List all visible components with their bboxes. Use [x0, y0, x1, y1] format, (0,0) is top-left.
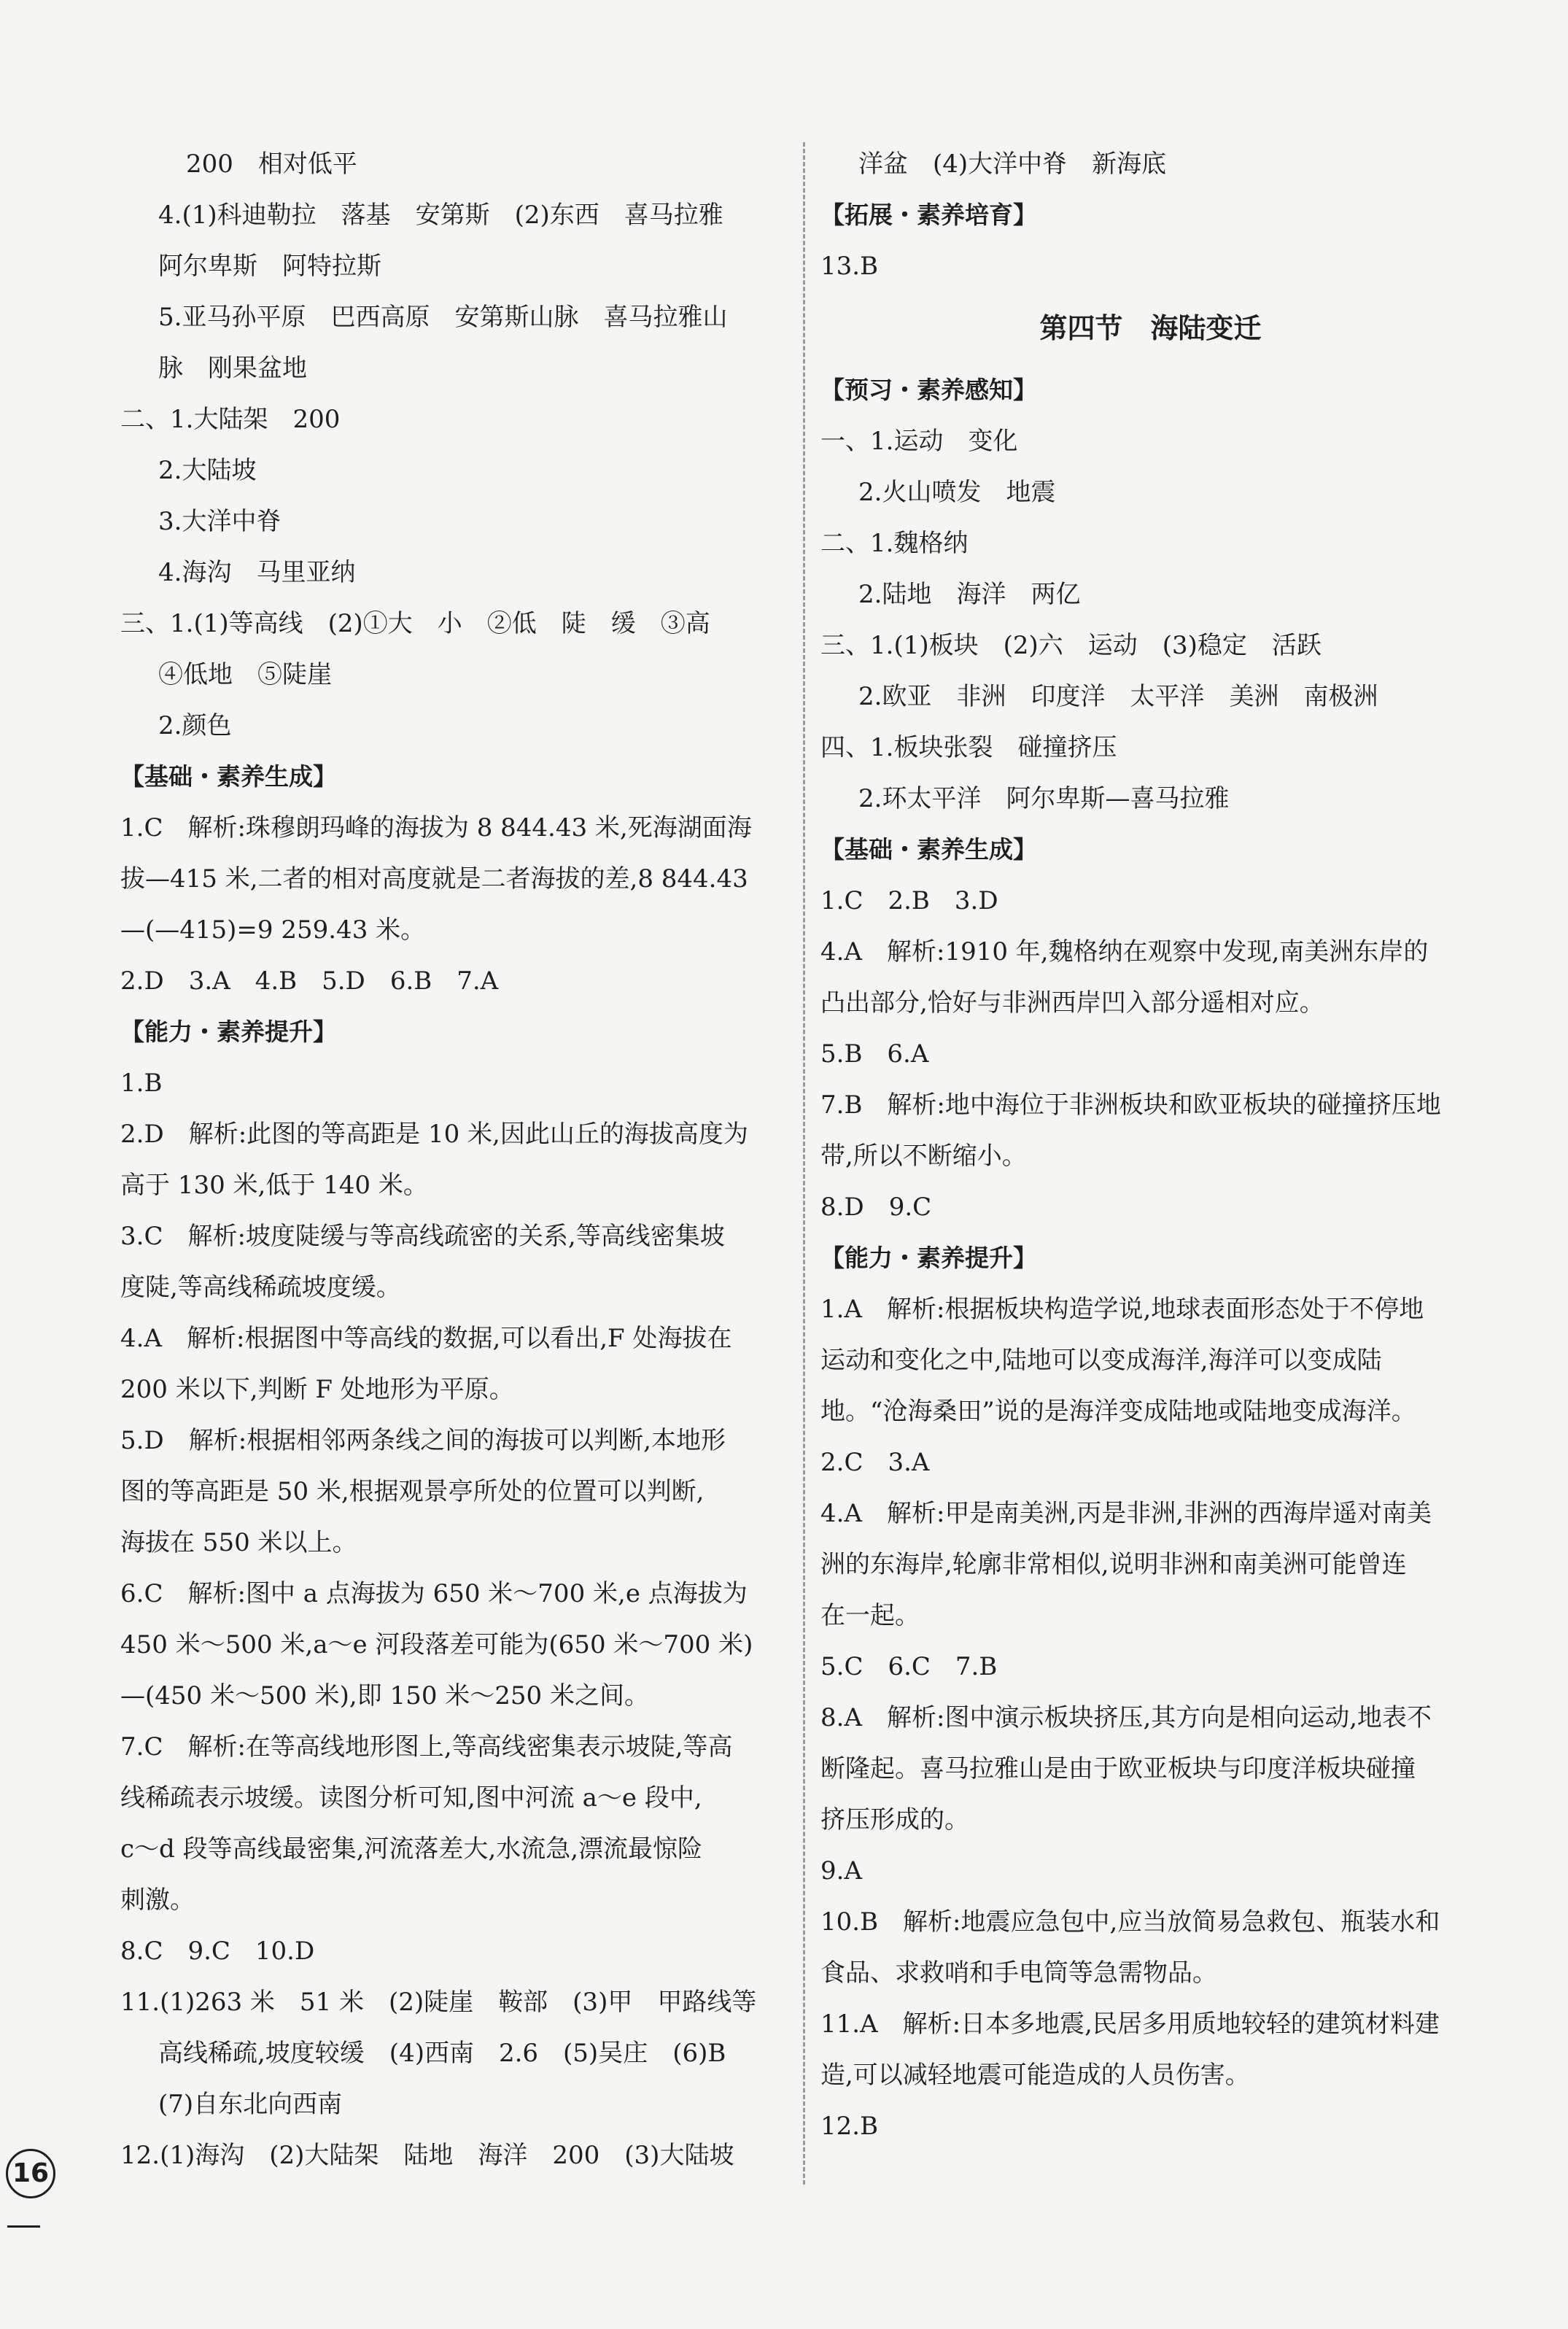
text-line: 2.欧亚 非洲 印度洋 太平洋 美洲 南极洲 [858, 682, 1378, 711]
section-heading: 【基础・素养生成】 [120, 762, 337, 791]
text-line: 4.海沟 马里亚纳 [158, 558, 356, 587]
text-line: 200 米以下,判断 F 处地形为平原。 [120, 1375, 514, 1404]
text-line: 线稀疏表示坡缓。读图分析可知,图中河流 a～e 段中, [120, 1783, 702, 1813]
text-line: 地。“沧海桑田”说的是海洋变成陆地或陆地变成海洋。 [820, 1397, 1416, 1426]
text-line: 图的等高距是 50 米,根据观景亭所处的位置可以判断, [120, 1477, 705, 1506]
text-line: 4.A 解析:甲是南美洲,丙是非洲,非洲的西海岸遥对南美 [820, 1499, 1432, 1528]
text-line: 三、1.(1)板块 (2)六 运动 (3)稳定 活跃 [820, 631, 1321, 660]
text-line: 6.C 解析:图中 a 点海拔为 650 米～700 米,e 点海拔为 [120, 1579, 748, 1608]
text-line: 1.C 2.B 3.D [820, 886, 998, 915]
text-line: 1.B [120, 1069, 163, 1098]
text-line: 2.D 解析:此图的等高距是 10 米,因此山丘的海拔高度为 [120, 1120, 748, 1149]
text-line: 13.B [820, 252, 879, 281]
text-line: 海拔在 550 米以上。 [120, 1528, 357, 1557]
text-line: 8.C 9.C 10.D [120, 1937, 315, 1966]
text-line: 拔—415 米,二者的相对高度就是二者海拔的差,8 844.43 [120, 864, 748, 894]
text-line: 2.环太平洋 阿尔卑斯—喜马拉雅 [858, 784, 1230, 813]
text-line: 10.B 解析:地震应急包中,应当放简易急救包、瓶装水和 [820, 1907, 1440, 1937]
text-line: 12.(1)海沟 (2)大陆架 陆地 海洋 200 (3)大陆坡 [120, 2141, 734, 2170]
text-line: 9.A [820, 1856, 862, 1886]
text-line: 凸出部分,恰好与非洲西岸凹入部分遥相对应。 [820, 988, 1324, 1018]
section-title: 第四节 海陆变迁 [1039, 312, 1262, 344]
text-line: 5.D 解析:根据相邻两条线之间的海拔可以判断,本地形 [120, 1426, 726, 1455]
text-line: 1.A 解析:根据板块构造学说,地球表面形态处于不停地 [820, 1295, 1424, 1324]
text-line: 刺激。 [120, 1886, 195, 1915]
text-line: 度陡,等高线稀疏坡度缓。 [120, 1273, 401, 1302]
column-divider [803, 142, 805, 2185]
text-line: 7.B 解析:地中海位于非洲板块和欧亚板块的碰撞挤压地 [820, 1090, 1441, 1120]
text-line: 高于 130 米,低于 140 米。 [120, 1171, 428, 1200]
section-heading: 【拓展・素养培育】 [820, 201, 1037, 229]
text-line: 7.C 解析:在等高线地形图上,等高线密集表示坡陡,等高 [120, 1732, 733, 1762]
text-line: 4.A 解析:1910 年,魏格纳在观察中发现,南美洲东岸的 [820, 937, 1429, 966]
text-line: 11.A 解析:日本多地震,民居多用质地较轻的建筑材料建 [820, 2010, 1440, 2039]
text-line: 2.C 3.A [820, 1448, 930, 1477]
text-line: —(—415)=9 259.43 米。 [120, 915, 426, 945]
text-line: 3.大洋中脊 [158, 507, 282, 536]
text-line: 5.亚马孙平原 巴西高原 安第斯山脉 喜马拉雅山 [158, 303, 728, 332]
text-line: 2.陆地 海洋 两亿 [858, 580, 1081, 609]
text-line: 2.大陆坡 [158, 456, 257, 485]
text-line: 带,所以不断缩小。 [820, 1142, 1027, 1171]
text-line: 高线稀疏,坡度较缓 (4)西南 2.6 (5)吴庄 (6)B [158, 2039, 726, 2068]
page-number-rule [7, 2225, 40, 2228]
text-line: 200 相对低平 [186, 150, 357, 179]
left-column [120, 139, 784, 2181]
text-line: 一、1.运动 变化 [820, 427, 1018, 456]
text-line: 1.C 解析:珠穆朗玛峰的海拔为 8 844.43 米,死海湖面海 [120, 813, 752, 842]
text-line: 二、1.魏格纳 [820, 529, 969, 558]
text-line: 洲的东海岸,轮廓非常相似,说明非洲和南美洲可能曾连 [820, 1550, 1407, 1579]
text-line: 在一起。 [820, 1601, 920, 1630]
text-line: 断隆起。喜马拉雅山是由于欧亚板块与印度洋板块碰撞 [820, 1754, 1416, 1783]
section-heading: 【预习・素养感知】 [820, 376, 1037, 404]
text-line: c～d 段等高线最密集,河流落差大,水流急,漂流最惊险 [120, 1834, 703, 1864]
text-line: 2.颜色 [158, 711, 232, 740]
text-line: 挤压形成的。 [820, 1805, 969, 1834]
page-number [6, 2144, 86, 2196]
section-heading: 【基础・素养生成】 [820, 835, 1037, 864]
text-line: (7)自东北向西南 [158, 2090, 343, 2119]
text-line: —(450 米～500 米),即 150 米～250 米之间。 [120, 1681, 649, 1710]
text-line: 8.D 9.C [820, 1193, 932, 1222]
right-column [820, 139, 1480, 2152]
text-line: 12.B [820, 2112, 879, 2141]
text-line: 2.火山喷发 地震 [858, 478, 1056, 507]
text-line: 4.(1)科迪勒拉 落基 安第斯 (2)东西 喜马拉雅 [158, 201, 723, 230]
text-line: 洋盆 (4)大洋中脊 新海底 [858, 150, 1167, 179]
text-line: 5.C 6.C 7.B [820, 1652, 998, 1681]
section-heading: 【能力・素养提升】 [120, 1018, 337, 1046]
text-line: 四、1.板块张裂 碰撞挤压 [820, 733, 1117, 762]
text-line: 4.A 解析:根据图中等高线的数据,可以看出,F 处海拔在 [120, 1324, 732, 1353]
text-line: 脉 刚果盆地 [158, 354, 307, 383]
text-line: 二、1.大陆架 200 [120, 405, 341, 434]
text-line: 食品、求救哨和手电筒等急需物品。 [820, 1958, 1217, 1988]
text-line: 造,可以减轻地震可能造成的人员伤害。 [820, 2061, 1250, 2090]
text-line: 450 米～500 米,a～e 河段落差可能为(650 米～700 米) [120, 1630, 753, 1659]
text-line: 阿尔卑斯 阿特拉斯 [158, 252, 381, 281]
text-line: 2.D 3.A 4.B 5.D 6.B 7.A [120, 966, 499, 996]
text-line: 5.B 6.A [820, 1039, 929, 1069]
section-heading: 【能力・素养提升】 [820, 1244, 1037, 1272]
text-line: 3.C 解析:坡度陡缓与等高线疏密的关系,等高线密集坡 [120, 1222, 725, 1251]
text-line: 三、1.(1)等高线 (2)①大 小 ②低 陡 缓 ③高 [120, 609, 710, 638]
page-number-label: 16 [6, 2149, 55, 2198]
text-line: 11.(1)263 米 51 米 (2)陡崖 鞍部 (3)甲 甲路线等 [120, 1988, 757, 2017]
text-line: 运动和变化之中,陆地可以变成海洋,海洋可以变成陆 [820, 1346, 1382, 1375]
text-line: 8.A 解析:图中演示板块挤压,其方向是相向运动,地表不 [820, 1703, 1432, 1732]
text-line: ④低地 ⑤陡崖 [158, 660, 332, 689]
